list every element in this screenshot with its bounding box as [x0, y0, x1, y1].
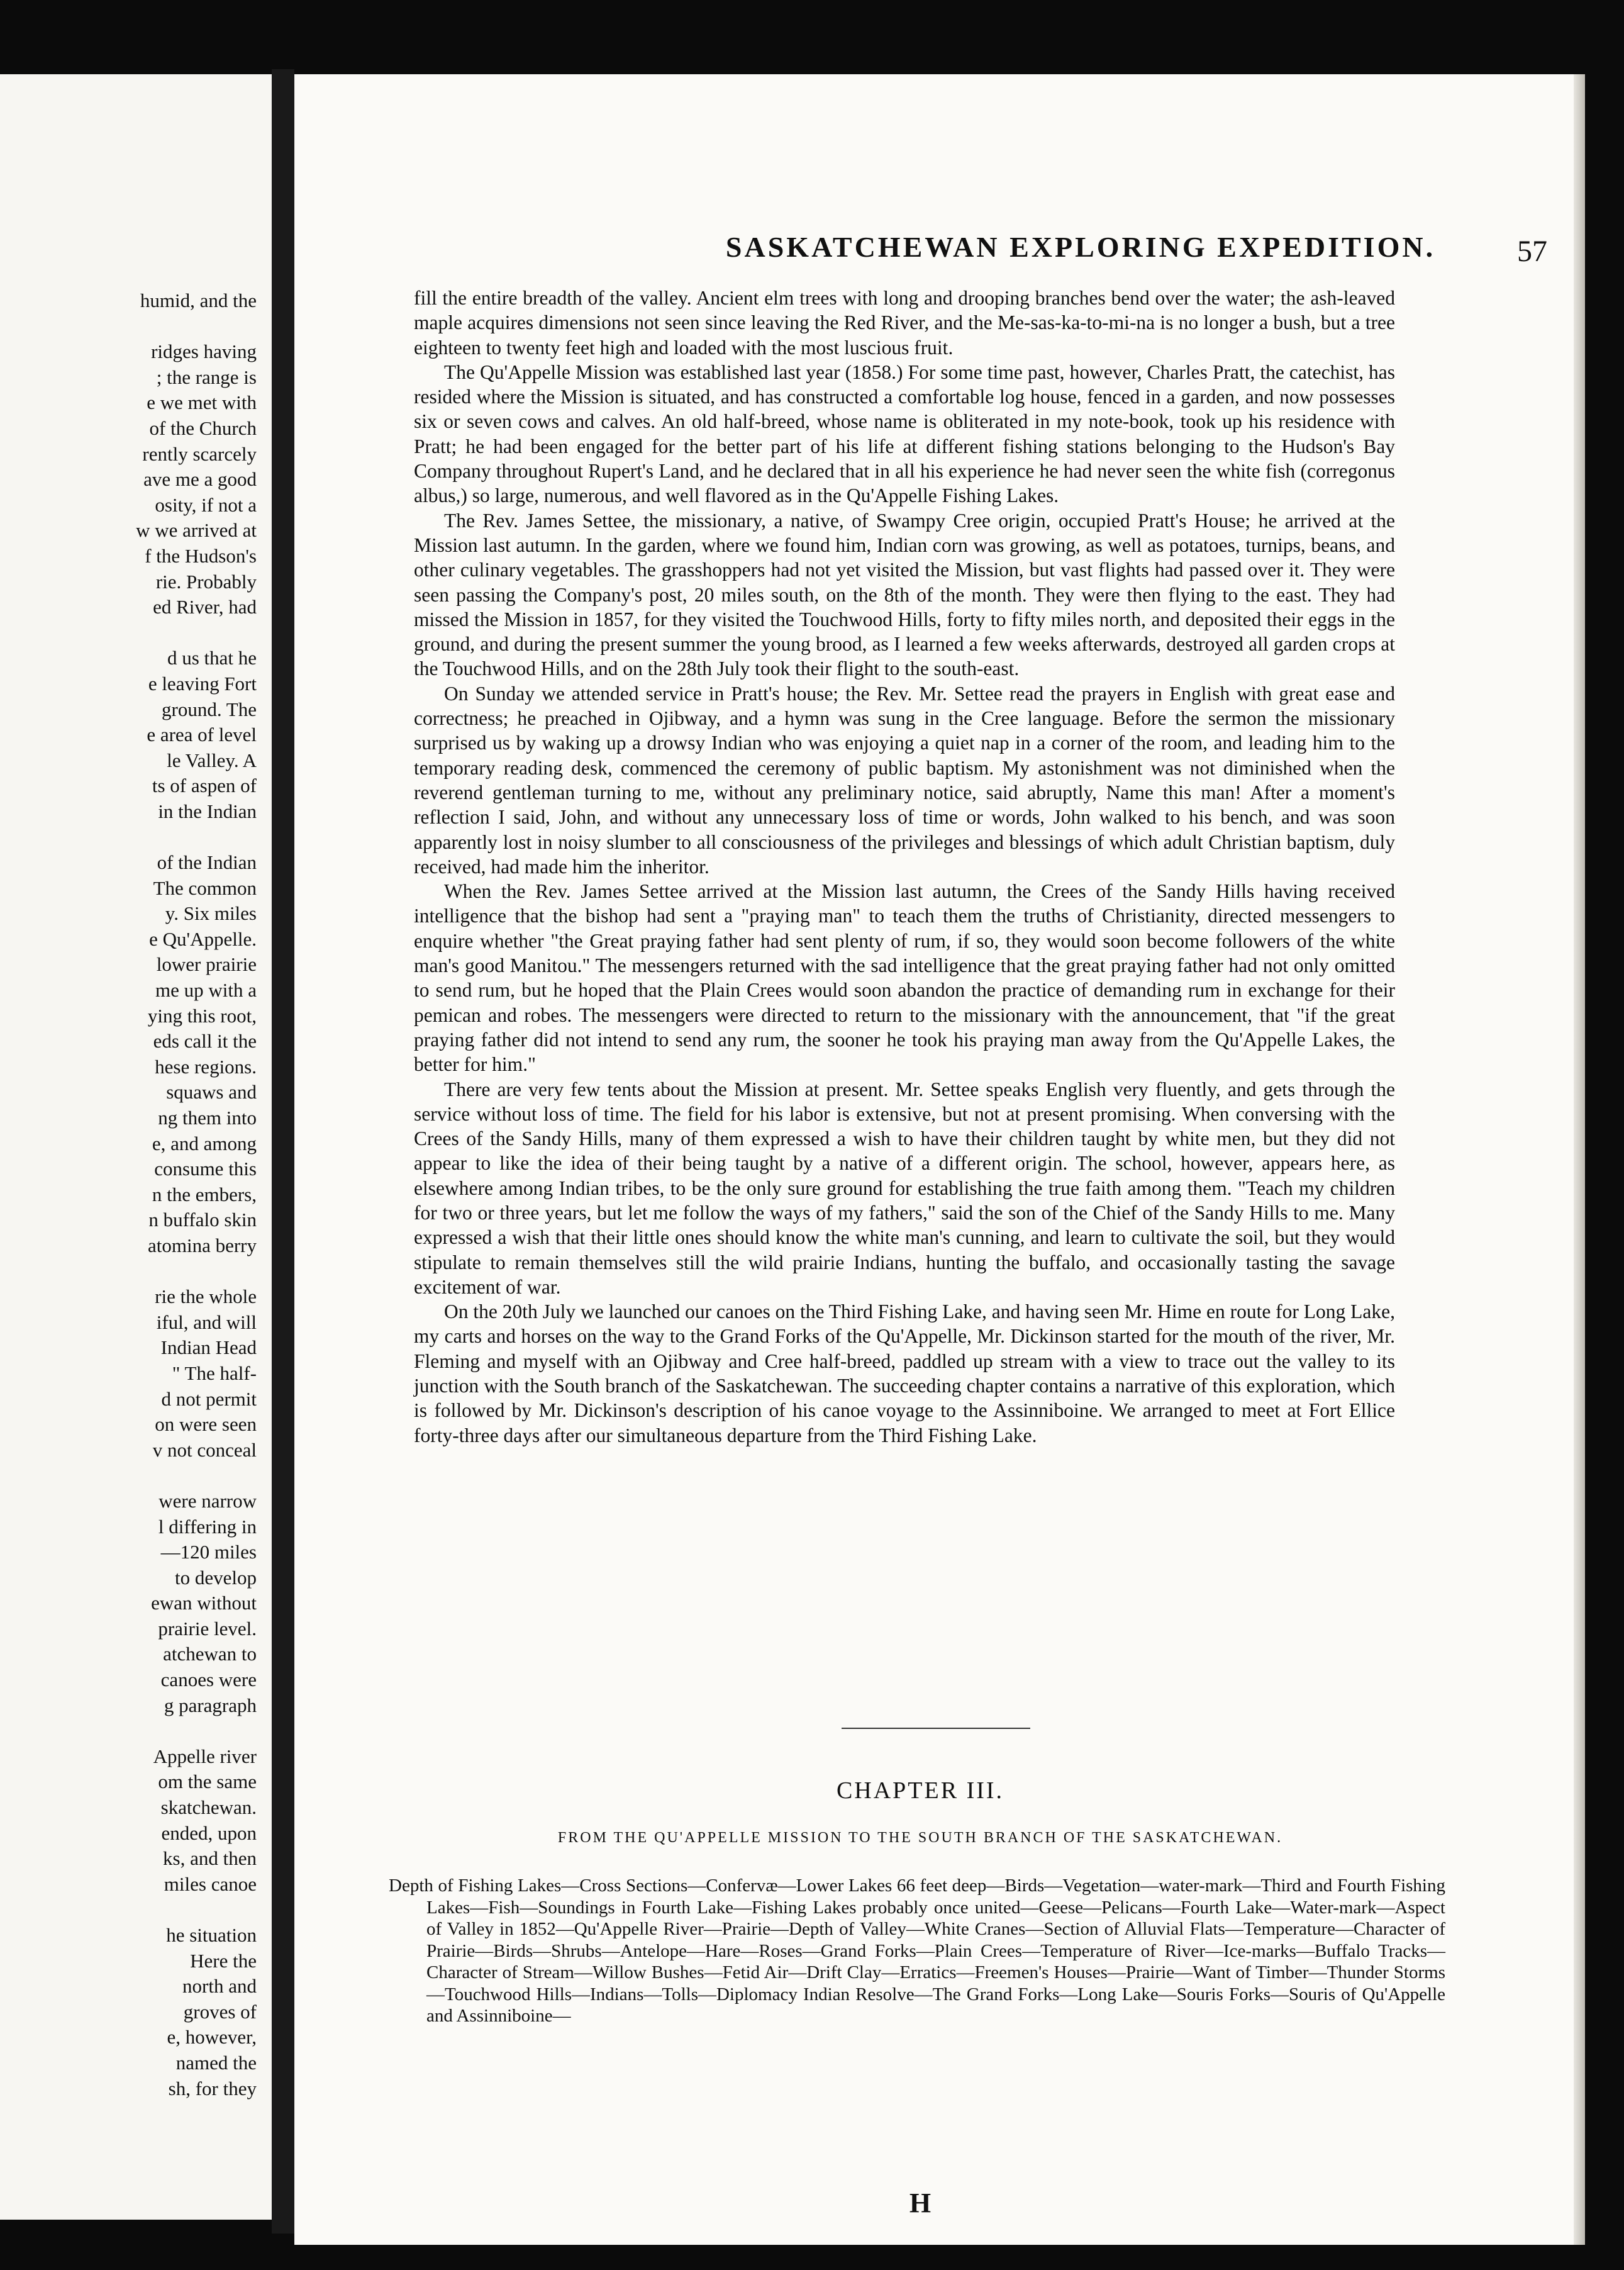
text-line: n the embers,: [152, 1183, 257, 1205]
text-line: of the Indian: [157, 851, 257, 874]
text-line: ng them into: [158, 1107, 257, 1129]
chapter-synopsis: Depth of Fishing Lakes—Cross Sections—Confervæ—Lower Lakes 66 feet deep—Birds—Vegetation—water-mark—Third and Fourth Fishing Lakes—Fish—Soundings in Fourth Lake—Fishing Lakes probably once united—Geese—Pelicans—Fourth Lake—Water-mark—Aspect of Valley in 1852—Qu'Appelle River—Prairie—Depth of Valley—White Cranes—Section of Alluvial Flats—Temperature—Character of Prairie—Birds—Shrubs—Antelope—Hare—Roses—Grand Forks—Plain Crees—Temperature of River—Ice-marks—Buffalo Tracks—Character of Stream—Willow Bushes—Fetid Air—Drift Clay—Erratics—Freemen's Houses—Prairie—Want of Timber—Thunder Storms—Touchwood Hills—Indians—Tolls—Diplomacy Indian Resolve—The Grand Forks—Long Lake—Souris Forks—Souris of Qu'Appelle and Assinniboine—: [389, 1876, 1445, 2026]
text-line: —120 miles: [160, 1541, 257, 1563]
text-line: ying this root,: [147, 1004, 257, 1027]
text-line: consume this: [154, 1158, 257, 1180]
text-line: ended, upon: [161, 1821, 257, 1844]
text-line: Here the: [190, 1949, 257, 1972]
line-gap: [43, 824, 257, 850]
left-page-text: [43, 288, 257, 2101]
text-line: osity, if not a: [155, 493, 257, 516]
text-line: iful, and will: [156, 1311, 257, 1333]
line-gap: [43, 1259, 257, 1285]
text-line: squaws and: [166, 1081, 257, 1104]
text-line: eds call it the: [153, 1030, 257, 1053]
text-line: y. Six miles: [165, 902, 257, 925]
line-gap: [43, 620, 257, 646]
text-line: ave me a good: [143, 468, 257, 491]
text-line: " The half-: [172, 1361, 257, 1384]
text-line: humid, and the: [140, 289, 257, 311]
text-line: f the Hudson's: [145, 544, 257, 567]
text-line: e, and among: [152, 1132, 257, 1155]
text-line: groves of: [183, 2000, 257, 2023]
text-line: ground. The: [162, 698, 257, 720]
text-line: e leaving Fort: [148, 672, 257, 695]
paragraph: There are very few tents about the Mission at present. Mr. Settee speaks English very fluently, and gets through the service without loss of time. The field for his labor is extensive, but not at present promising. When conversing with the Crees of the Sandy Hills, many of them expressed a wish to have their children taught by white men, but they did not appear to like the idea of their being taught by a native of a different origin. The school, however, appears here, as elsewhere among Indian tribes, to be the only sure ground for establishing the true faith among them. "Teach my children for two or three years, but let me follow the ways of my fathers," said the son of the Chief of the Sandy Hills to me. Many expressed a wish that their little ones should know the white man's cunning, and learn to cultivate the soil, but they would stipulate to remain themselves still the wild prairie Indians, hunting the buffalo, and occasionally tasting the savage excitement of war.: [414, 1078, 1395, 1298]
printer-signature: H: [909, 2188, 932, 2218]
text-line: om the same: [158, 1770, 257, 1793]
line-gap: [43, 1463, 257, 1489]
text-line: The common: [153, 876, 257, 899]
section-rule: [842, 1728, 1030, 1729]
text-line: Indian Head: [160, 1336, 257, 1359]
text-line: e we met with: [147, 391, 257, 414]
text-line: l differing in: [158, 1515, 257, 1538]
text-line: e Qu'Appelle.: [149, 927, 257, 950]
text-line: e area of level: [147, 724, 257, 746]
text-line: v not conceal: [152, 1438, 257, 1461]
running-head: SASKATCHEWAN EXPLORING EXPEDITION.: [725, 231, 1436, 263]
body-text: [414, 286, 1395, 1448]
text-line: on were seen: [155, 1413, 257, 1436]
text-line: me up with a: [155, 979, 257, 1002]
text-line: ; the range is: [156, 366, 257, 388]
text-line: skatchewan.: [160, 1796, 257, 1819]
text-line: were narrow: [159, 1489, 257, 1512]
chapter-title: CHAPTER III.: [836, 1777, 1004, 1804]
text-line: miles canoe: [164, 1872, 257, 1895]
paragraph: On the 20th July we launched our canoes on the Third Fishing Lake, and having seen Mr. Hime en route for Long Lake, my carts and horses on the way to the Grand Forks of the Qu'Appelle, Mr. Dickinson started for the mouth of the river, Mr. Fleming and myself with an Ojibway and Cree half-breed, paddled up stream with a view to trace out the valley to its junction with the South branch of the Saskatchewan. The succeeding chapter contains a narrative of this exploration, which is followed by Mr. Dickinson's description of his canoe voyage to the Assinniboine. We arranged to meet at Fort Ellice forty-three days after our simultaneous departure from the Third Fishing Lake.: [414, 1300, 1395, 1446]
text-line: atomina berry: [147, 1234, 257, 1256]
text-line: le Valley. A: [167, 749, 257, 771]
right-page: [294, 74, 1585, 2245]
paragraph: On Sunday we attended service in Pratt's house; the Rev. Mr. Settee read the prayers in English with great ease and correctness; he preached in Ojibway, and a hymn was sung in the Cree language. Before the sermon the missionary surprised us by waking up a drowsy Indian who was enjoying a quiet nap in a corner of the room, and leading him to the temporary reading desk, commenced the ceremony of public baptism. My astonishment was not diminished when the reverend gentleman turning to me, without any preliminary notice, said abruptly, Name this man! After a moment's reflection I said, John, and without any unnecessary loss of time or words, John walked to his bench, and was soon apparently lost in noisy slumber to all consciousness of the privileges and blessings of which adult Christian baptism, duly received, had made him the inheritor.: [414, 682, 1395, 878]
gutter: [272, 69, 294, 2234]
text-line: w we arrived at: [136, 519, 257, 542]
scan-border: [1585, 0, 1624, 2270]
line-gap: [43, 314, 257, 340]
text-line: atchewan to: [163, 1643, 257, 1665]
text-line: ks, and then: [163, 1847, 257, 1870]
text-line: lower prairie: [156, 953, 257, 976]
chapter-subtitle: FROM THE QU'APPELLE MISSION TO THE SOUTH BRANCH OF THE SASKATCHEWAN.: [557, 1830, 1283, 1846]
text-line: n buffalo skin: [148, 1209, 257, 1231]
text-line: e, however,: [167, 2026, 257, 2049]
text-line: ed River, had: [153, 596, 257, 618]
text-line: north and: [182, 1975, 257, 1998]
line-gap: [43, 1897, 257, 1923]
text-line: ewan without: [151, 1592, 257, 1614]
paragraph: The Rev. James Settee, the missionary, a native, of Swampy Cree origin, occupied Pratt's House; he arrived at the Mission last autumn. In the garden, where we found him, Indian corn was growing, as well as potatoes, turnips, beans, and other culinary vegetables. The grasshoppers had not yet visited the Mission, but vast flights had passed over it. They were seen passing the Company's post, 20 miles south, on the 8th of the month. They were then flying to the east. They had missed the Mission in 1857, for they visited the Touchwood Hills, forty to fifty miles north, and deposited their eggs in the ground, and during the present summer the young brood, as I learned a few weeks afterwards, destroyed all garden crops at the Touchwood Hills, and on the 28th July took their flight to the south-east.: [414, 509, 1395, 680]
text-line: to develop: [175, 1566, 257, 1589]
text-line: hese regions.: [155, 1055, 257, 1078]
line-gap: [43, 1718, 257, 1744]
text-line: in the Indian: [158, 800, 257, 822]
text-line: rently scarcely: [142, 442, 257, 465]
text-line: Appelle river: [153, 1745, 257, 1767]
text-line: rie. Probably: [155, 570, 257, 593]
text-line: of the Church: [149, 417, 257, 439]
text-line: rie the whole: [155, 1285, 257, 1308]
paragraph: When the Rev. James Settee arrived at the Mission last autumn, the Crees of the Sandy Hills having received intelligence that the bishop had sent a "praying man" to teach them the truths of Christianity, directed messengers to enquire whether "the Great praying father had sent plenty of rum, if so, they would soon become followers of the white man's good Manitou." The messengers returned with the sad intelligence that the great praying father had not only omitted to send rum, but he hoped that the Plain Crees would soon abandon the practice of demanding rum in exchange for their pemican and robes. The messengers were directed to return to the missionary with the announcement, that "if the great praying father did not intend to send any rum, the sooner he took his praying man away from the Qu'Appelle Lakes, the better for him.": [414, 880, 1395, 1076]
paragraph: The Qu'Appelle Mission was established last year (1858.) For some time past, however, Charles Pratt, the catechist, has resided where the Mission is situated, and has constructed a comfortable log house, fenced in a garden, and now possesses six or seven cows and calves. An old half-breed, whose name is obliterated in my note-book, took up his residence with Pratt; he had been engaged for the better part of his life at different fishing stations belonging to the Hudson's Bay Company throughout Rupert's Land, and he declared that in all his experience he had never seen the white fish (corregonus albus,) so large, numerous, and well flavored as in the Qu'Appelle Fishing Lakes.: [414, 361, 1395, 507]
left-page: [0, 74, 272, 2220]
text-line: g paragraph: [164, 1694, 257, 1716]
text-line: d us that he: [167, 647, 257, 669]
text-line: sh, for they: [168, 2077, 257, 2099]
text-line: canoes were: [160, 1669, 257, 1691]
text-line: ts of aspen of: [152, 774, 257, 797]
page-edge: [1574, 74, 1585, 2245]
text-line: d not permit: [161, 1387, 257, 1410]
text-line: prairie level.: [158, 1617, 257, 1640]
text-line: he situation: [166, 1924, 257, 1946]
paragraph: fill the entire breadth of the valley. Ancient elm trees with long and drooping branches bend over the water; the ash-leaved maple acquires dimensions not seen since leaving the Red River, and the Me-sas-ka-to-mi-na is no longer a bush, but a tree eighteen to twenty feet high and loaded with the most luscious fruit.: [414, 287, 1395, 359]
page-number: 57: [1517, 235, 1547, 268]
text-line: named the: [175, 2051, 257, 2074]
text-line: ridges having: [151, 340, 257, 363]
